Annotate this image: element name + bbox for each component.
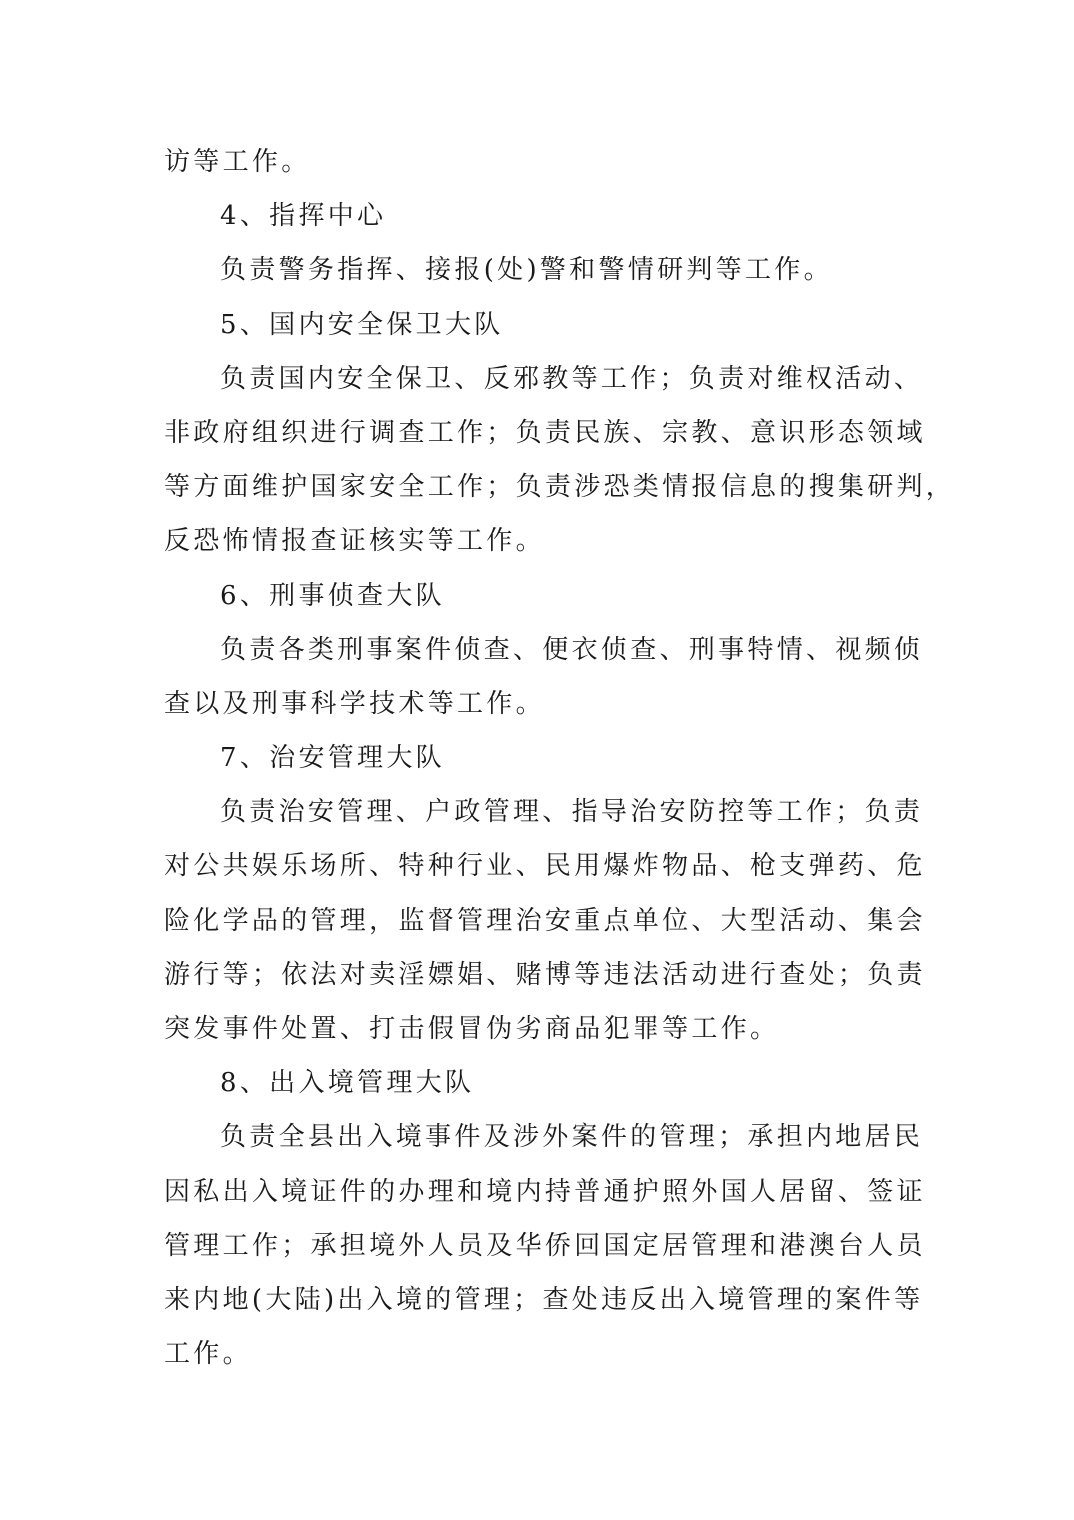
text-line: 因私出入境证件的办理和境内持普通护照外国人居留、签证 [164,1176,926,1207]
section-heading: 6、刑事侦查大队 [220,580,445,611]
text-line: 突发事件处置、打击假冒伪劣商品犯罪等工作。 [164,1014,780,1044]
text-line: 反恐怖情报查证核实等工作。 [164,526,545,557]
section-heading: 5、国内安全保卫大队 [220,309,504,340]
text-line: 负责治安管理、户政管理、指导治安防控等工作；负责 [220,797,924,828]
text-line: 负责国内安全保卫、反邪教等工作；负责对维权活动、 [220,363,924,394]
section-heading: 4、指挥中心 [220,201,387,232]
text-line: 负责警务指挥、接报(处)警和警情研判等工作。 [220,255,833,286]
document-body [164,135,956,1381]
text-line: 访等工作。 [164,147,311,177]
text-line: 来内地(大陆)出入境的管理；查处违反出入境管理的案件等 [164,1284,924,1315]
text-line: 险化学品的管理，监督管理治安重点单位、大型活动、集会 [164,905,926,936]
text-line: 管理工作；承担境外人员及华侨回国定居管理和港澳台人员 [164,1230,926,1261]
section-heading: 8、出入境管理大队 [220,1068,475,1099]
text-line: 游行等；依法对卖淫嫖娼、赌博等违法活动进行查处；负责 [164,959,926,990]
text-line: 负责全县出入境事件及涉外案件的管理；承担内地居民 [220,1122,924,1153]
text-line: 对公共娱乐场所、特种行业、民用爆炸物品、枪支弹药、危 [164,851,926,882]
text-line: 工作。 [164,1339,252,1370]
text-line: 查以及刑事科学技术等工作。 [164,688,545,719]
section-heading: 7、治安管理大队 [220,743,445,774]
text-line: 等方面维护国家安全工作；负责涉恐类情报信息的搜集研判， [164,472,956,503]
text-line: 非政府组织进行调查工作；负责民族、宗教、意识形态领域 [164,417,926,448]
text-line: 负责各类刑事案件侦查、便衣侦查、刑事特情、视频侦 [220,634,924,665]
